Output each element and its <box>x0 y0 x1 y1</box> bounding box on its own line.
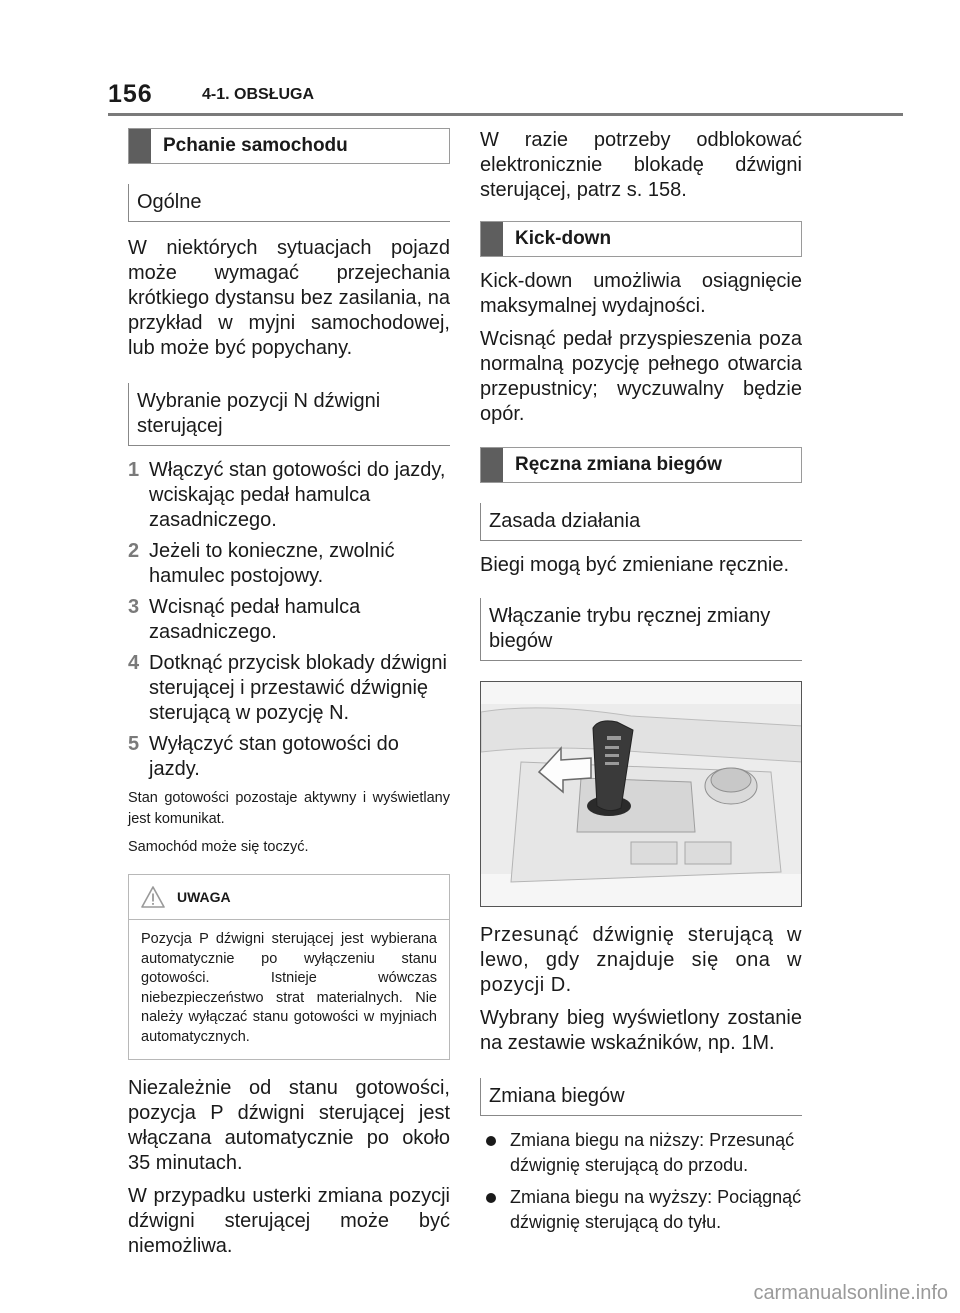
note-rolling: Samochód może się toczyć. <box>128 839 309 855</box>
paragraph-general: W niektórych sytuacjach pojazd może wymagać przejechania krótkiego dystansu bez zasilania, na przykład w myjni samochodowej, lub może być popychany. <box>128 237 450 359</box>
warning-text: Pozycja P dźwigni sterującej jest wybierana automatycznie po wyłączeniu stanu gotowości. Istnieje wówczas niebezpieczeństwo strat materialnych. Nie należy wyłączać stanu gotowości w myjniach automatycznych. <box>141 931 437 1045</box>
move-lever-paragraph: Przesunąć dźwignię sterującą w lewo, gdy znajduje się ona w pozycji D. <box>480 924 802 996</box>
paragraph-park-auto: Niezależnie od stanu gotowości, pozycja P dźwigni sterującej jest włączana automatycznie po około 35 minutach. <box>128 1077 450 1174</box>
principle-paragraph: Biegi mogą być zmieniane ręcznie. <box>480 554 790 576</box>
gear-selector-lever-icon <box>481 682 802 906</box>
subheading-select-n: Wybranie pozycji N dźwigni sterującej <box>128 383 450 446</box>
section-header-kickdown <box>480 221 802 257</box>
chapter-title: 4-1. OBSŁUGA <box>202 86 315 103</box>
list-item: Zmiana biegu na wyższy: Pociągnąć dźwignię sterującą do tyłu. <box>480 1185 802 1235</box>
subheading-change-gears: Zmiana biegów <box>480 1078 802 1116</box>
step-item: 5 Wyłączyć stan gotowości do jazdy. <box>128 733 399 780</box>
kickdown-paragraph-2: Wcisnąć pedał przyspieszenia poza normalną pozycję pełnego otwarcia przepustnicy; wyczuwalny będzie opór. <box>480 328 802 425</box>
warning-header <box>129 875 449 920</box>
section-title: Pchanie samochodu <box>163 135 348 156</box>
page-number: 156 <box>108 80 153 108</box>
list-item: Zmiana biegu na niższy: Przesunąć dźwignię sterującą do przodu. <box>480 1128 802 1178</box>
paragraph-unlock: W razie potrzeby odblokować elektronicznie blokadę dźwigni sterującej, patrz s. 158. <box>480 129 802 201</box>
gear-selector-figure <box>480 681 802 907</box>
steps-list <box>128 458 450 782</box>
left-column <box>128 128 450 1259</box>
subheading-enable-manual: Włączanie trybu ręcznej zmiany biegów <box>480 598 802 661</box>
paragraph-fault: W przypadku usterki zmiana pozycji dźwigni sterującej może być niemożliwa. <box>128 1185 450 1257</box>
subheading-general: Ogólne <box>128 184 450 222</box>
step-item: 3 Wcisnąć pedał hamulca zasadniczego. <box>128 596 361 643</box>
step-item: 2 Jeżeli to konieczne, zwolnić hamulec postojowy. <box>128 540 395 587</box>
warning-box <box>128 874 450 1060</box>
step-item: 1 Włączyć stan gotowości do jazdy, wciskając pedał hamulca zasadniczego. <box>128 459 446 531</box>
kickdown-paragraph-1: Kick-down umożliwia osiągnięcie maksymalnej wydajności. <box>480 270 802 317</box>
watermark: carmanualsonline.info <box>753 1282 948 1304</box>
warning-triangle-icon <box>141 886 165 908</box>
display-gear-paragraph: Wybrany bieg wyświetlony zostanie na zestawie wskaźników, np. 1M. <box>480 1007 802 1054</box>
note-ready-state: Stan gotowości pozostaje aktywny i wyświetlany jest komunikat. <box>128 790 450 827</box>
right-column <box>480 128 802 1242</box>
kickdown-title: Kick-down <box>515 228 612 249</box>
manual-title: Ręczna zmiana biegów <box>515 454 722 475</box>
section-header-manual <box>480 447 802 483</box>
section-header-pushing <box>128 128 450 164</box>
step-item: 4 Dotknąć przycisk blokady dźwigni sterującej i przestawić dźwignię sterującą w pozycję N. <box>128 652 447 724</box>
header-rule <box>108 113 903 116</box>
warning-title: UWAGA <box>177 889 231 905</box>
subheading-principle: Zasada działania <box>480 503 802 541</box>
bullet-list <box>480 1128 802 1235</box>
